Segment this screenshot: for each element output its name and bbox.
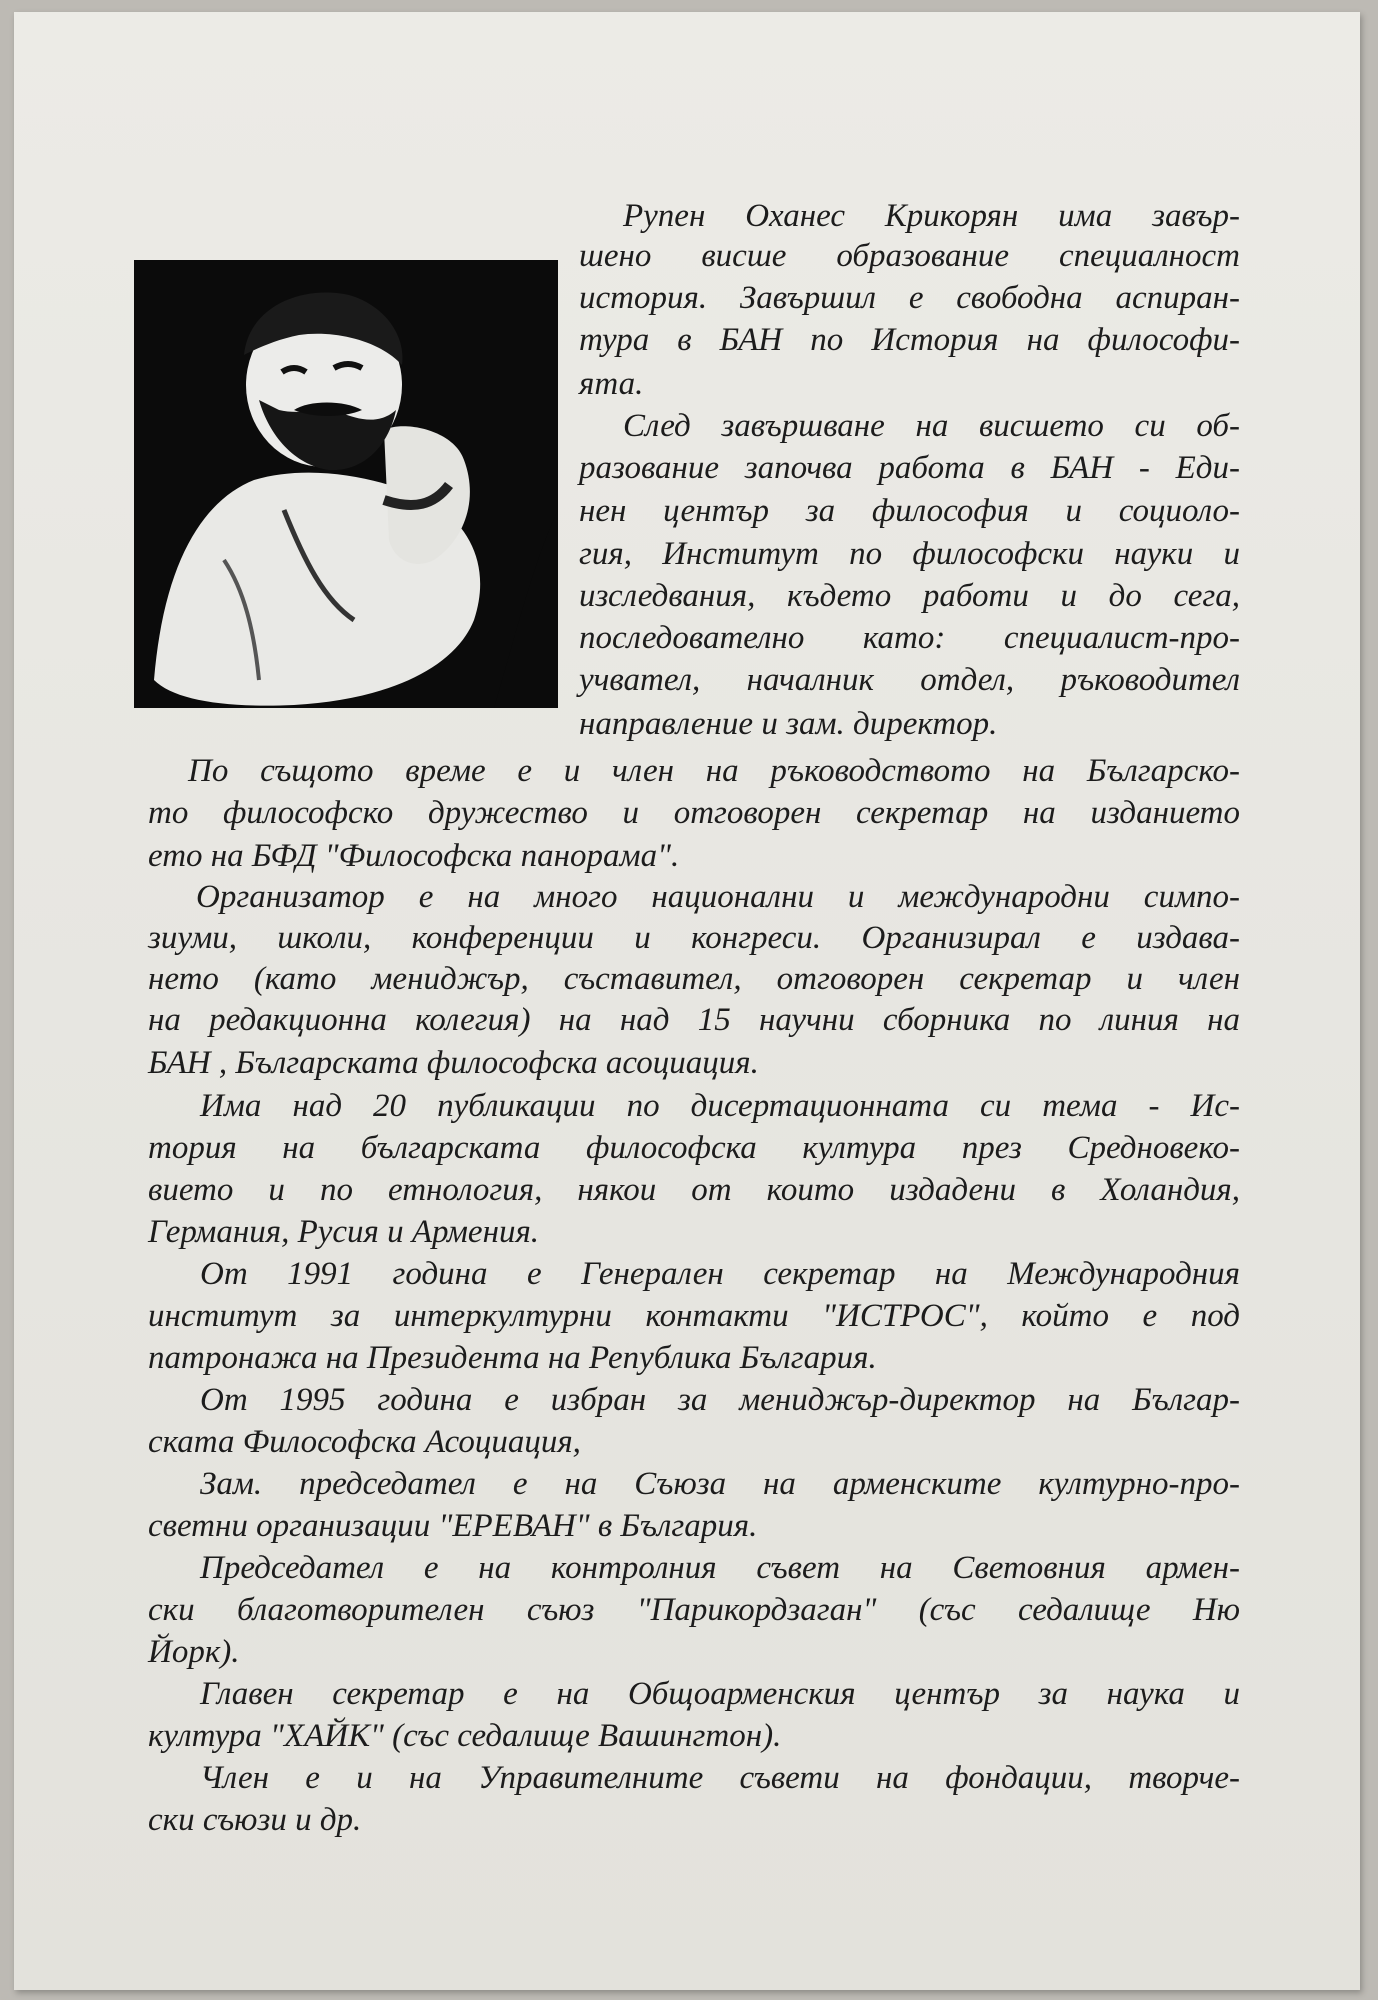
text-line: Германия, Русия и Армения.: [148, 1214, 540, 1250]
text-line: зиуми, школи, конференции и конгреси. Организирал е издава-: [148, 920, 1240, 956]
text-line: светни организации "ЕРЕВАН" в България.: [148, 1508, 758, 1544]
text-line: то философско дружество и отговорен секретар на изданието: [148, 795, 1240, 831]
text-line: култура "ХАЙК" (със седалище Вашингтон).: [148, 1718, 782, 1754]
text-line: След завършване на висшето си об-: [623, 408, 1240, 444]
text-line: патронажа на Президента на Република България.: [148, 1340, 877, 1376]
text-line: институт за интеркултурни контакти "ИСТРОС", който е под: [148, 1298, 1240, 1334]
text-line: тория на българската философска култура през Средновеко-: [148, 1130, 1240, 1166]
text-line: От 1995 година е избран за мениджър-директор на Българ-: [200, 1382, 1240, 1418]
text-line: история. Завършил е свободна аспиран-: [579, 280, 1240, 316]
text-line: разование започва работа в БАН - Еди-: [579, 450, 1240, 486]
text-line: Йорк).: [148, 1634, 240, 1670]
text-line: БАН , Българската философска асоциация.: [148, 1045, 759, 1081]
text-line: Има над 20 публикации по дисертационната си тема - Ис-: [200, 1088, 1240, 1124]
text-line: От 1991 година е Генерален секретар на Международния: [200, 1256, 1240, 1292]
text-line: Главен секретар е на Общоарменския център за наука и: [200, 1676, 1240, 1712]
text-line: ската Философска Асоциация,: [148, 1424, 581, 1460]
text-line: ето на БФД "Философска панорама".: [148, 838, 680, 874]
text-line: нен център за философия и социоло-: [579, 493, 1240, 529]
text-line: Организатор е на много национални и международни симпо-: [196, 879, 1240, 915]
text-line: изследвания, където работи и до сега,: [579, 578, 1240, 614]
text-line: Председател е на контролния съвет на Световния армен-: [200, 1550, 1240, 1586]
author-portrait-photo: [134, 260, 558, 708]
text-line: нето (като мениджър, съставител, отговорен секретар и член: [148, 961, 1240, 997]
text-line: Зам. председател е на Съюза на арменските културно-про-: [200, 1466, 1240, 1502]
text-line: вието и по етнология, някои от които издадени в Холандия,: [148, 1172, 1240, 1208]
text-line: учвател, началник отдел, ръководител: [579, 662, 1240, 698]
text-line: последователно като: специалист-про-: [579, 620, 1240, 656]
text-line: на редакционна колегия) на над 15 научни сборника по линия на: [148, 1002, 1240, 1038]
text-line: По същото време е и член на ръководството на Българско-: [188, 753, 1240, 789]
text-line: ски съюзи и др.: [148, 1802, 362, 1838]
text-line: гия, Институт по философски науки и: [579, 536, 1240, 572]
text-line: ски благотворителен съюз "Парикордзаган" (със седалище Ню: [148, 1592, 1240, 1628]
text-line: ята.: [579, 366, 644, 402]
text-line: направление и зам. директор.: [579, 706, 998, 742]
text-line: Член е и на Управителните съвети на фондации, творче-: [200, 1760, 1240, 1796]
text-line: шено висше образование специалност: [579, 238, 1240, 274]
text-line: Рупен Оханес Крикорян има завър-: [623, 198, 1240, 234]
text-line: тура в БАН по История на философи-: [579, 322, 1240, 358]
